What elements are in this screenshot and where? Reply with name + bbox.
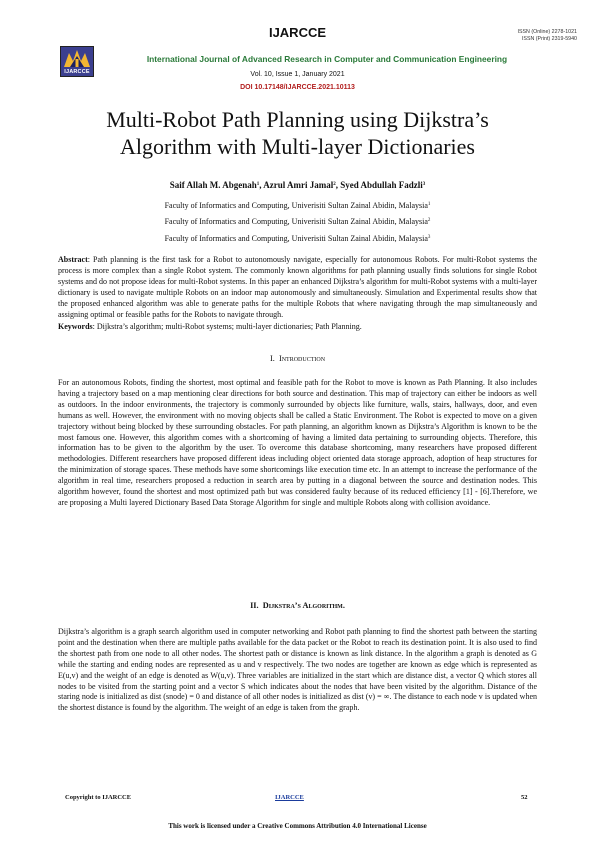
author-list: Saif Allah M. Abgenah$^1$, Azrul Amri Jamal$^2$, Syed Abdullah Fadzli$^3$: [169, 180, 426, 190]
author-name: Syed Abdullah Fadzli: [340, 180, 423, 190]
author-name: Azrul Amri Jamal: [263, 180, 334, 190]
footer-journal-link[interactable]: IJARCCE: [275, 794, 304, 801]
author-sup: 1: [256, 182, 260, 187]
paper-title: [60, 106, 535, 160]
issn-online: ISSN (Online) 2278-1021: [517, 29, 577, 35]
issn-block: [518, 29, 577, 43]
dijkstra-paragraph: Dijkstra’s algorithm is a graph search algorithm used in computer networking and Robot path planning to find the shortest path between the starting point and the destination when there are multiple paths available for the data packet or the Robot to reach its destination point. It is also used to find the shortest path from one node to all other nodes. The shortest path or distance is known as link distance. In the algorithm a graph is denoted as G while the starting and ending nodes are represented as u and v respectively. The two nodes are together are known as edge which is represented as E(u,v) and the weight of an edge is denoted as W(u,v). Three variables are initialized in the start which are distance dist, a vector Q which stores all nodes to be visited from the starting point and a vector S which indicates about the nodes that have been visited by the algorithm. Distance of the staring node is initialized as dist (snode) = 0 and distance of all other nodes is initialized as dist (v) = ∞. The distance to each node v is updated when the shortest distance is found by the algorithm. The weight of an edge is taken from the graph.: [58, 627, 537, 713]
section-number: I.: [269, 354, 275, 363]
title-line-1: Multi-Robot Path Planning using Dijkstra’s: [106, 107, 489, 132]
author-sup: 2: [333, 182, 336, 187]
section-number: II.: [250, 601, 259, 610]
logo-emblem-icon: [61, 47, 93, 69]
affiliation-sup: 1: [427, 202, 431, 207]
issn-print: ISSN (Print) 2319-5940: [521, 36, 577, 42]
doi: DOI 10.17148/IJARCCE.2021.10113: [240, 84, 355, 91]
affiliation: [0, 201, 595, 210]
section-heading-introduction: [0, 354, 595, 363]
affiliation: [0, 234, 595, 243]
affiliation: [0, 217, 595, 226]
logo-text: IJARCCE: [64, 69, 90, 75]
affiliation-text: Faculty of Informatics and Computing, Univerisiti Sultan Zainal Abidin, Malaysia: [164, 217, 428, 226]
introduction-paragraph: For an autonomous Robots, finding the shortest, most optimal and feasible path for the Robot to move is known as Path Planning. It also includes having a trajectory based on a map mentioning clear directions for both source and destination. This map of trajectory can either be indoors as well as outdoors. In the indoor environments, the trajectory is commonly surrounded by objects like furniture, walls, stairs, hallways, door, and even humans as well. However, the environment with no moving objects shall be called a Static Environment. The Robot is expected to move on a given trajectory without being blocked by these surrounding obstacles. For path planning, an algorithm known as Dijkstra’s Algorithm is known to be the most famous one. However, this algorithm comes with a shortcoming of having a limited data pertaining to surrounding objects. Therefore, this information has to be given to the algorithm by the user. To overcome this database shortcoming, many researchers have proposed different methodologies. Different researchers have proposed different ideas including object oriented data storage approach, adoption of heap structures for the minimization of storage spaces. These methods have some shortcomings like execution time etc. In an attempt to increase the performance of the algorithm in real time, researchers proposed a reduction in search area by putting in a diagonal between the source and destination nodes. This algorithm however, found the shortest and most optimized path but was considered faulty because of its reduced efficiency [1] - [6].Therefore, we are proposing a Multi layered Dictionary Based Data Storage Algorithm for single and multiple Robots along with collision avoidance.: [58, 378, 537, 507]
volume-issue: Vol. 10, Issue 1, January 2021: [250, 71, 345, 78]
section-title: Introduction: [278, 354, 326, 363]
footer-copyright: Copyright to IJARCCE: [65, 794, 132, 801]
keywords: [58, 322, 537, 333]
section-heading-dijkstra: [0, 601, 595, 610]
title-line-2: Algorithm with Multi-layer Dictionaries: [120, 134, 475, 159]
section-title: Dijkstra’s Algorithm.: [262, 601, 345, 610]
keywords-label: Keywords: [58, 322, 93, 331]
journal-full-name: International Journal of Advanced Research in Computer and Communication Engineering: [146, 54, 508, 64]
affiliation-text: Faculty of Informatics and Computing, Univerisiti Sultan Zainal Abidin, Malaysia: [164, 201, 428, 210]
abstract-label: Abstract: [58, 255, 88, 264]
abstract: [58, 255, 537, 320]
keywords-text: : Dijkstra’s algorithm; multi-Robot systems; multi-layer dictionaries; Path Planning.: [92, 322, 362, 331]
affiliation-text: Faculty of Informatics and Computing, Univerisiti Sultan Zainal Abidin, Malaysia: [164, 234, 428, 243]
abstract-text: : Path planning is the first task for a Robot to autonomously navigate, especially for autonomous Robots. For multi-Robot systems the process is more complex than a single Robot system. The commonly known algorithms for path planning usually finds solutions for single Robot systems and do not propose ideas for multi-Robot systems. In this paper an enhanced Dijkstra’s algorithm for multi-Robot systems with a multi-layer dictionary is used to navigate multiple Robots on an indoor map autonomously and simultaneously. Simulation and Experimental results show that the proposed enhanced algorithm was able to generate paths for the multiple Robots that where navigating through the map simultaneously and assigning optimal or feasible paths for the Robots to navigate through.: [58, 255, 537, 319]
page-number: 52: [521, 794, 528, 801]
journal-short-name: IJARCCE: [268, 25, 327, 40]
author-name: Saif Allah M. Abgenah: [169, 180, 257, 190]
affiliation-sup: 3: [427, 235, 431, 240]
license-notice: This work is licensed under a Creative Commons Attribution 4.0 International License: [168, 822, 427, 830]
author-sup: 3: [422, 182, 426, 187]
affiliation-sup: 2: [427, 218, 431, 223]
